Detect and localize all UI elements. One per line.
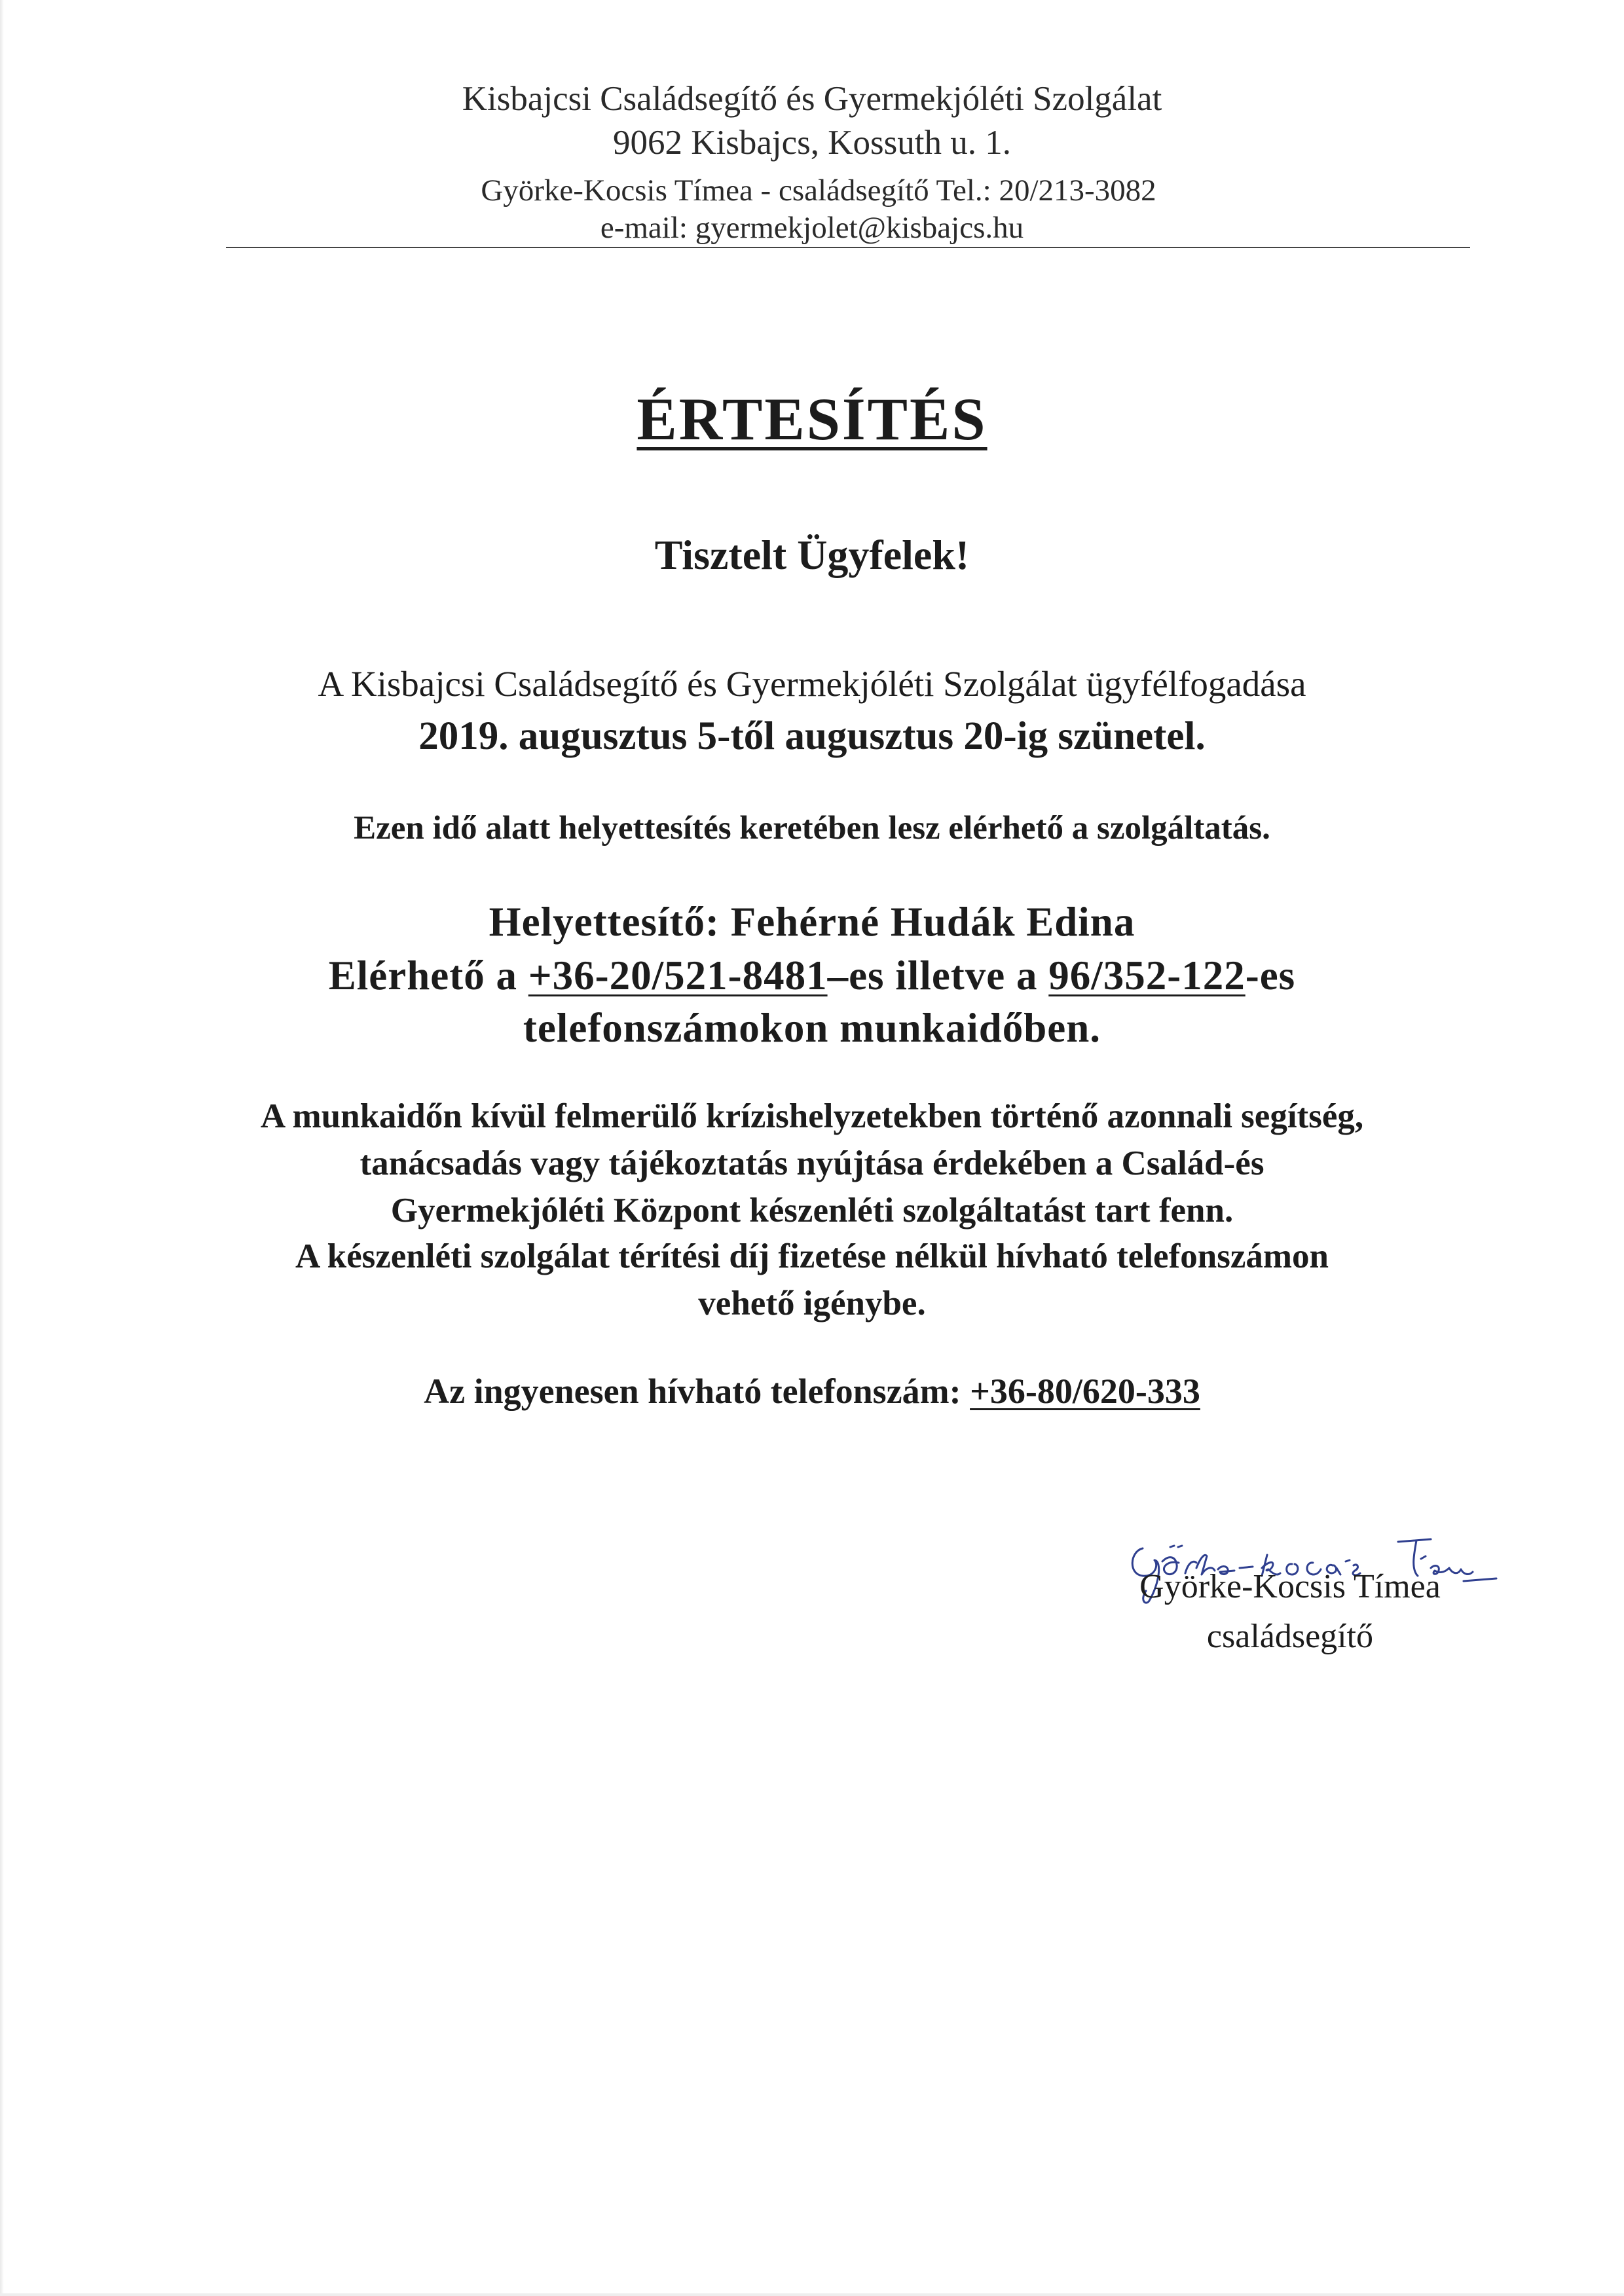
org-contact: Györke-Kocsis Tímea - családsegítő Tel.: 20/213-3082 [481,173,1156,208]
emergency-line: tanácsadás vagy tájékoztatás nyújtása érdekében a Család-és [360,1144,1264,1182]
substitution-note: Ezen idő alatt helyettesítés keretében lesz elérhető a szolgáltatás. [354,810,1270,847]
reach-suffix: -es [1245,953,1296,998]
reach-prefix: Elérhető a [328,953,528,998]
emergency-line: Gyermekjóléti Központ készenléti szolgáltatást tart fenn. [390,1192,1234,1230]
org-address: 9062 Kisbajcs, Kossuth u. 1. [612,124,1012,162]
substitute-phone-line [0,951,1624,1000]
closure-line-2: 2019. augusztus 5-től augusztus 20-ig szünetel. [418,714,1206,758]
substitute-phone-2: 96/352-122 [1048,953,1246,998]
hotline-number: +36-80/620-333 [970,1372,1200,1411]
scan-bottom-edge [0,2293,1624,2296]
signatory-name: Györke-Kocsis Tímea [1139,1568,1441,1605]
header-divider [226,247,1470,248]
hotline-line [0,1368,1624,1414]
hotline-label: Az ingyenesen hívható telefonszám: [424,1372,970,1411]
org-name: Kisbajcsi Családsegítő és Gyermekjóléti Szolgálat [462,80,1162,118]
signatory-role: családsegítő [1206,1618,1374,1655]
signature-block [1107,1566,1473,1658]
substitute-phone-1: +36-20/521-8481 [528,953,828,998]
emergency-line: A munkaidőn kívül felmerülő krízishelyzetekben történő azonnali segítség, [260,1097,1364,1135]
emergency-line: A készenléti szolgálat térítési díj fizetése nélkül hívható telefonszámon [295,1237,1329,1275]
substitute-name-line: Helyettesítő: Fehérné Hudák Edina [489,899,1135,945]
emergency-line: vehető igénybe. [698,1285,926,1322]
greeting: Tisztelt Ügyfelek! [654,532,970,578]
closure-line-1: A Kisbajcsi Családsegítő és Gyermekjóléti Szolgálat ügyfélfogadása [318,664,1306,704]
reach-mid: –es illetve a [827,953,1049,998]
org-email: e-mail: gyermekjolet@kisbajcs.hu [600,211,1024,245]
document-title: ÉRTESÍTÉS [637,386,987,452]
substitute-hours-line: telefonszámokon munkaidőben. [523,1005,1101,1051]
